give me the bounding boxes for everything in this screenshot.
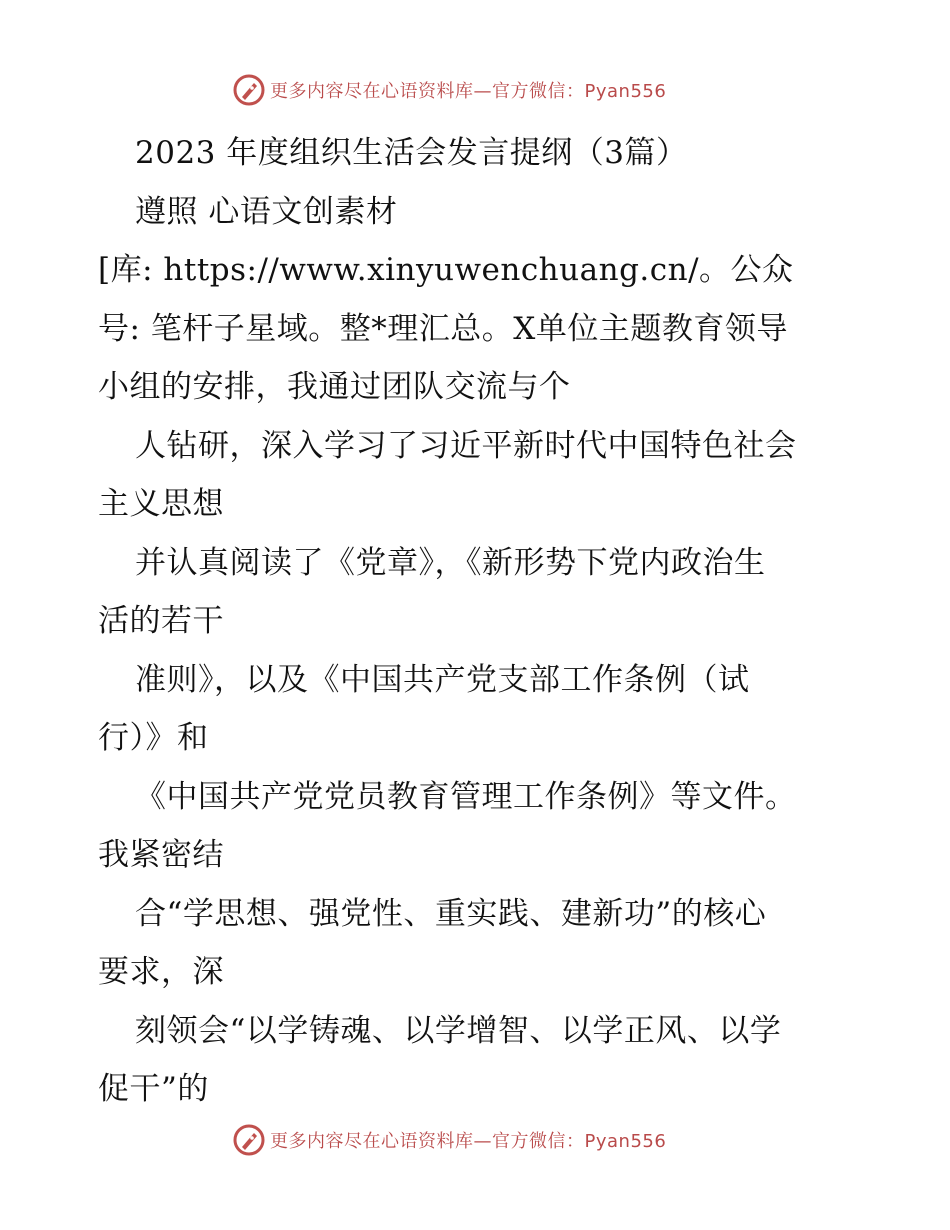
doc-line: 人钻研，深入学习了习近平新时代中国特色社会 (135, 427, 797, 464)
doc-line: 遵照 心语文创素材 (135, 193, 398, 230)
pen-nib-logo-icon (232, 1123, 266, 1157)
doc-line: 并认真阅读了《党章》，《新形势下党内政治生 (135, 544, 766, 581)
doc-line: 准则》，以及《中国共产党支部工作条例（试 (135, 661, 750, 698)
watermark-text: 更多内容尽在心语资料库—官方微信：Pyan556 (270, 1131, 667, 1152)
document-body (98, 124, 878, 1119)
doc-line: 主义思想 (98, 486, 224, 522)
doc-line: 行）》和 (98, 720, 209, 756)
doc-line: [库: https://www.xinyuwenchuang.cn/。公众 (98, 252, 794, 288)
watermark-text: 更多内容尽在心语资料库—官方微信：Pyan556 (270, 81, 667, 102)
doc-line: 小组的安排，我通过团队交流与个 (98, 369, 571, 405)
doc-line: 号: 笔杆子星域。整*理汇总。X单位主题教育领导 (98, 310, 788, 347)
header-watermark-banner (232, 70, 666, 110)
footer-watermark-banner (232, 1120, 666, 1160)
doc-line: 《中国共产党党员教育管理工作条例》等文件。 (135, 778, 797, 815)
doc-title-line: 2023 年度组织生活会发言提纲（3篇） (135, 135, 688, 171)
doc-line: 我紧密结 (98, 837, 224, 873)
doc-line: 合“学思想、强党性、重实践、建新功”的核心 (135, 895, 767, 932)
doc-line: 促干”的 (98, 1071, 209, 1107)
doc-line: 刻领会“以学铸魂、以学增智、以学正风、以学 (135, 1012, 782, 1049)
doc-line: 活的若干 (98, 603, 224, 639)
doc-line: 要求，深 (98, 954, 224, 990)
pen-nib-logo-icon (232, 73, 266, 107)
